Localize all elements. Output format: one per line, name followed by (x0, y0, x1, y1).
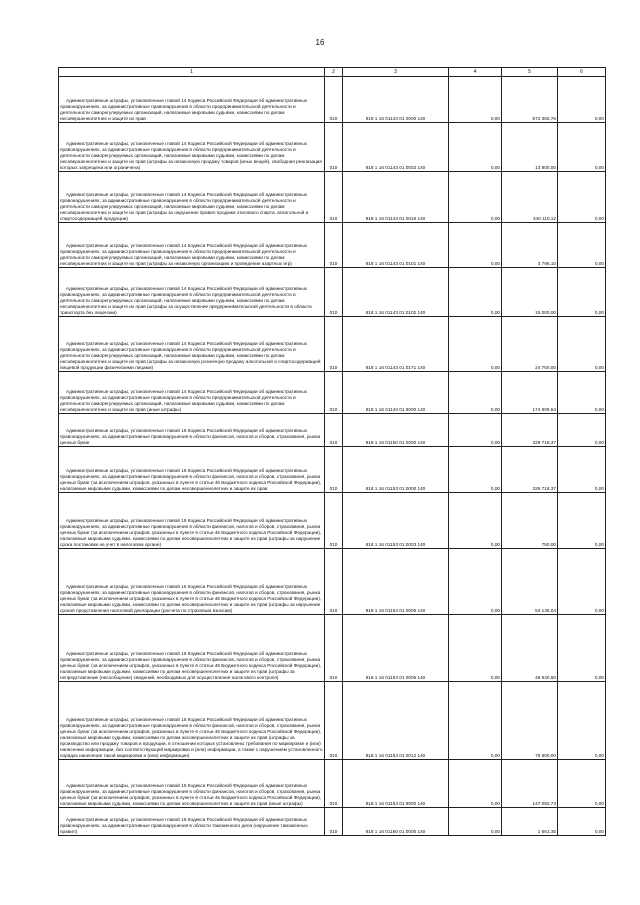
row-col6: 0,00 (558, 808, 606, 836)
row-kbk: 818 1 16 01143 01 0002 140 (343, 123, 449, 172)
row-col6: 0,00 (558, 268, 606, 317)
row-code: 010 (325, 760, 343, 808)
row-col5: 750,00 (502, 493, 558, 549)
row-col4: 0,00 (449, 615, 502, 682)
table-row (59, 682, 606, 760)
row-col4: 0,00 (449, 549, 502, 615)
row-name: Административные штрафы, установленные главой 15 Кодекса Российской Федерации об административных правонарушениях, за административные правонарушения в области финансов, налогов и сборов, страхования, рынка ценных бумаг (за исключением штрафов, указанных в пункте 6 статьи 46 Бюджетного кодекса Российской Федерации), налагаемые мировыми судьями, комиссиями по делам несовершеннолетних и защите их прав (штрафы за производство или продажу товаров и продукции, в отношении которых установлены требования по маркировке и (или) нанесению информации, без соответствующей маркировки и (или) информации, а также с нарушением установленного порядка нанесения такой маркировки и (или) информации) (59, 682, 325, 760)
table-row (59, 77, 606, 123)
row-name: Административные штрафы, установленные главой 14 Кодекса Российской Федерации об административных правонарушениях, за административные правонарушения в области предпринимательской деятельности и деятельности саморегулируемых организаций, налагаемые мировыми судьями, комиссиями по делам несовершеннолетних и защите их прав (штрафы за осуществление предпринимательской деятельности в области транспорта без лицензии) (59, 268, 325, 317)
row-code: 010 (325, 172, 343, 223)
row-col4: 0,00 (449, 372, 502, 414)
row-name: Административные штрафы, установленные главой 14 Кодекса Российской Федерации об административных правонарушениях, за административные правонарушения в области предпринимательской деятельности и деятельности саморегулируемых организаций, налагаемые мировыми судьями, комиссиями по делам несовершеннолетних и защите их прав (штрафы за нарушение правил продажи этилового спирта, алкогольной и спиртосодержащей продукции) (59, 172, 325, 223)
row-name: Административные штрафы, установленные главой 15 Кодекса Российской Федерации об административных правонарушениях, за административные правонарушения в области финансов, налогов и сборов, страхования, рынка ценных бумаг (за исключением штрафов, указанных в пункте 6 статьи 46 Бюджетного кодекса Российской Федерации), налагаемые мировыми судьями, комиссиями по делам несовершеннолетних и защите их прав (59, 447, 325, 493)
row-kbk: 818 1 16 01153 01 0006 140 (343, 615, 449, 682)
row-col5: 174 909,54 (502, 372, 558, 414)
row-col6: 0,00 (558, 372, 606, 414)
row-kbk: 818 1 16 01153 01 0000 140 (343, 447, 449, 493)
row-col5: 572 365,76 (502, 77, 558, 123)
row-col5: 340 110,12 (502, 172, 558, 223)
row-name: Административные штрафы, установленные главой 14 Кодекса Российской Федерации об административных правонарушениях, за административные правонарушения в области предпринимательской деятельности и деятельности саморегулируемых организаций, налагаемые мировыми судьями, комиссиями по делам несовершеннолетних и защите их прав (59, 77, 325, 123)
row-name: Административные штрафы, установленные главой 15 Кодекса Российской Федерации об административных правонарушениях, за административные правонарушения в области финансов, налогов и сборов, страхования, рынка ценных бумаг (за исключением штрафов, указанных в пункте 6 статьи 46 Бюджетного кодекса Российской Федерации), налагаемые мировыми судьями, комиссиями по делам несовершеннолетних и защите их прав (штрафы за нарушение срока постановки на учет в налоговом органе) (59, 493, 325, 549)
table-row (59, 808, 606, 836)
table-row (59, 268, 606, 317)
table-row (59, 414, 606, 447)
row-kbk: 818 1 16 01153 01 9000 140 (343, 760, 449, 808)
row-col4: 0,00 (449, 414, 502, 447)
row-kbk: 818 1 16 01150 01 0000 140 (343, 414, 449, 447)
row-col4: 0,00 (449, 808, 502, 836)
row-col6: 0,00 (558, 682, 606, 760)
row-name: Административные штрафы, установленные главой 14 Кодекса Российской Федерации об административных правонарушениях, за административные правонарушения в области предпринимательской деятельности и деятельности саморегулируемых организаций, налагаемые мировыми судьями, комиссиями по делам несовершеннолетних и защите их прав (штрафы за незаконную продажу товаров (иных вещей), свободная реализация которых запрещена или ограничена) (59, 123, 325, 172)
row-code: 010 (325, 123, 343, 172)
row-name: Административные штрафы, установленные главой 14 Кодекса Российской Федерации об административных правонарушениях, за административные правонарушения в области предпринимательской деятельности и деятельности саморегулируемых организаций, налагаемые мировыми судьями, комиссиями по делам несовершеннолетних и защите их прав (штрафы за незаконную розничную продажу алкогольной и спиртосодержащей пищевой продукции физическими лицами) (59, 317, 325, 372)
table-row (59, 615, 606, 682)
row-kbk: 818 1 16 01153 01 0003 140 (343, 493, 449, 549)
row-col6: 0,00 (558, 549, 606, 615)
report-table (58, 67, 606, 836)
row-kbk: 818 1 16 01143 01 0000 140 (343, 77, 449, 123)
row-col4: 0,00 (449, 223, 502, 268)
row-name: Административные штрафы, установленные главой 15 Кодекса Российской Федерации об административных правонарушениях, за административные правонарушения в области финансов, налогов и сборов, страхования, рынка ценных бумаг (за исключением штрафов, указанных в пункте 6 статьи 46 Бюджетного кодекса Российской Федерации), налагаемые мировыми судьями, комиссиями по делам несовершеннолетних и защите их прав (иные штрафы) (59, 760, 325, 808)
row-col5: 13 800,00 (502, 123, 558, 172)
column-header: 2 (325, 68, 343, 77)
row-col5: 3 796,10 (502, 223, 558, 268)
row-code: 010 (325, 447, 343, 493)
column-header: 3 (343, 68, 449, 77)
table-row (59, 493, 606, 549)
row-code: 010 (325, 223, 343, 268)
column-number-row (59, 68, 606, 77)
table-row (59, 172, 606, 223)
row-kbk: 818 1 16 01143 01 0101 140 (343, 223, 449, 268)
row-col6: 0,00 (558, 317, 606, 372)
row-col6: 0,00 (558, 760, 606, 808)
row-code: 010 (325, 268, 343, 317)
row-kbk: 818 1 16 01160 01 0000 140 (343, 808, 449, 836)
row-code: 010 (325, 372, 343, 414)
table-row (59, 123, 606, 172)
row-name: Административные штрафы, установленные главой 14 Кодекса Российской Федерации об административных правонарушениях, за административные правонарушения в области предпринимательской деятельности и деятельности саморегулируемых организаций, налагаемые мировыми судьями, комиссиями по делам несовершеннолетних и защите их прав (штрафы за незаконную организацию и проведение азартных игр) (59, 223, 325, 268)
row-code: 010 (325, 615, 343, 682)
row-code: 010 (325, 493, 343, 549)
row-col5: 329 718,37 (502, 447, 558, 493)
table-row (59, 760, 606, 808)
row-col5: 1 661,35 (502, 808, 558, 836)
row-name: Административные штрафы, установленные главой 15 Кодекса Российской Федерации об административных правонарушениях, за административные правонарушения в области финансов, налогов и сборов, страхования, рынка ценных бумаг (за исключением штрафов, указанных в пункте 6 статьи 46 Бюджетного кодекса Российской Федерации), налагаемые мировыми судьями, комиссиями по делам несовершеннолетних и защите их прав (штрафы за непредставление (несообщение) сведений, необходимых для осуществления налогового контроля) (59, 615, 325, 682)
row-kbk: 818 1 16 01143 01 9000 140 (343, 372, 449, 414)
row-col6: 0,00 (558, 223, 606, 268)
table-row (59, 549, 606, 615)
row-col5: 48 940,60 (502, 615, 558, 682)
row-kbk: 818 1 16 01153 01 0005 140 (343, 549, 449, 615)
column-header: 1 (59, 68, 325, 77)
row-code: 010 (325, 77, 343, 123)
table-row (59, 317, 606, 372)
row-name: Административные штрафы, установленные главой 15 Кодекса Российской Федерации об административных правонарушениях, за административные правонарушения в области финансов, налогов и сборов, страхования, рынка ценных бумаг (59, 414, 325, 447)
table-row (59, 223, 606, 268)
row-col4: 0,00 (449, 77, 502, 123)
row-col4: 0,00 (449, 317, 502, 372)
column-header: 6 (558, 68, 606, 77)
row-col6: 0,00 (558, 123, 606, 172)
row-col4: 0,00 (449, 172, 502, 223)
row-code: 010 (325, 808, 343, 836)
row-col6: 0,00 (558, 493, 606, 549)
row-col4: 0,00 (449, 682, 502, 760)
row-col4: 0,00 (449, 493, 502, 549)
row-col6: 0,00 (558, 414, 606, 447)
row-col6: 0,00 (558, 77, 606, 123)
column-header: 5 (502, 68, 558, 77)
row-col6: 0,00 (558, 615, 606, 682)
row-col4: 0,00 (449, 123, 502, 172)
row-kbk: 818 1 16 01143 01 0016 140 (343, 172, 449, 223)
row-kbk: 818 1 16 01143 01 0171 140 (343, 317, 449, 372)
row-col4: 0,00 (449, 447, 502, 493)
row-kbk: 818 1 16 01153 01 0012 140 (343, 682, 449, 760)
row-name: Административные штрафы, установленные главой 14 Кодекса Российской Федерации об административных правонарушениях, за административные правонарушения в области предпринимательской деятельности и деятельности саморегулируемых организаций, налагаемые мировыми судьями, комиссиями по делам несовершеннолетних и защите их прав (иные штрафы) (59, 372, 325, 414)
row-col5: 24 750,00 (502, 317, 558, 372)
page-number: 16 (315, 38, 325, 47)
row-code: 010 (325, 317, 343, 372)
row-code: 010 (325, 549, 343, 615)
row-col5: 78 800,00 (502, 682, 558, 760)
row-col6: 0,00 (558, 172, 606, 223)
row-name: Административные штрафы, установленные главой 15 Кодекса Российской Федерации об административных правонарушениях, за административные правонарушения в области финансов, налогов и сборов, страхования, рынка ценных бумаг (за исключением штрафов, указанных в пункте 6 статьи 46 Бюджетного кодекса Российской Федерации), налагаемые мировыми судьями, комиссиями по делам несовершеннолетних и защите их прав (штрафы за нарушение сроков представления налоговой декларации (расчета по страховым взносам) (59, 549, 325, 615)
row-col5: 54 135,04 (502, 549, 558, 615)
table-row (59, 447, 606, 493)
row-col4: 0,00 (449, 760, 502, 808)
column-header: 4 (449, 68, 502, 77)
row-code: 010 (325, 414, 343, 447)
row-col6: 0,00 (558, 447, 606, 493)
row-name: Административные штрафы, установленные главой 16 Кодекса Российской Федерации об административных правонарушениях, за административные правонарушения в области таможенного дела (нарушение таможенных правил) (59, 808, 325, 836)
row-kbk: 818 1 16 01143 01 0102 140 (343, 268, 449, 317)
table-row (59, 372, 606, 414)
row-col5: 329 718,37 (502, 414, 558, 447)
row-col5: 15 000,00 (502, 268, 558, 317)
row-col5: 147 092,73 (502, 760, 558, 808)
row-col4: 0,00 (449, 268, 502, 317)
row-code: 010 (325, 682, 343, 760)
